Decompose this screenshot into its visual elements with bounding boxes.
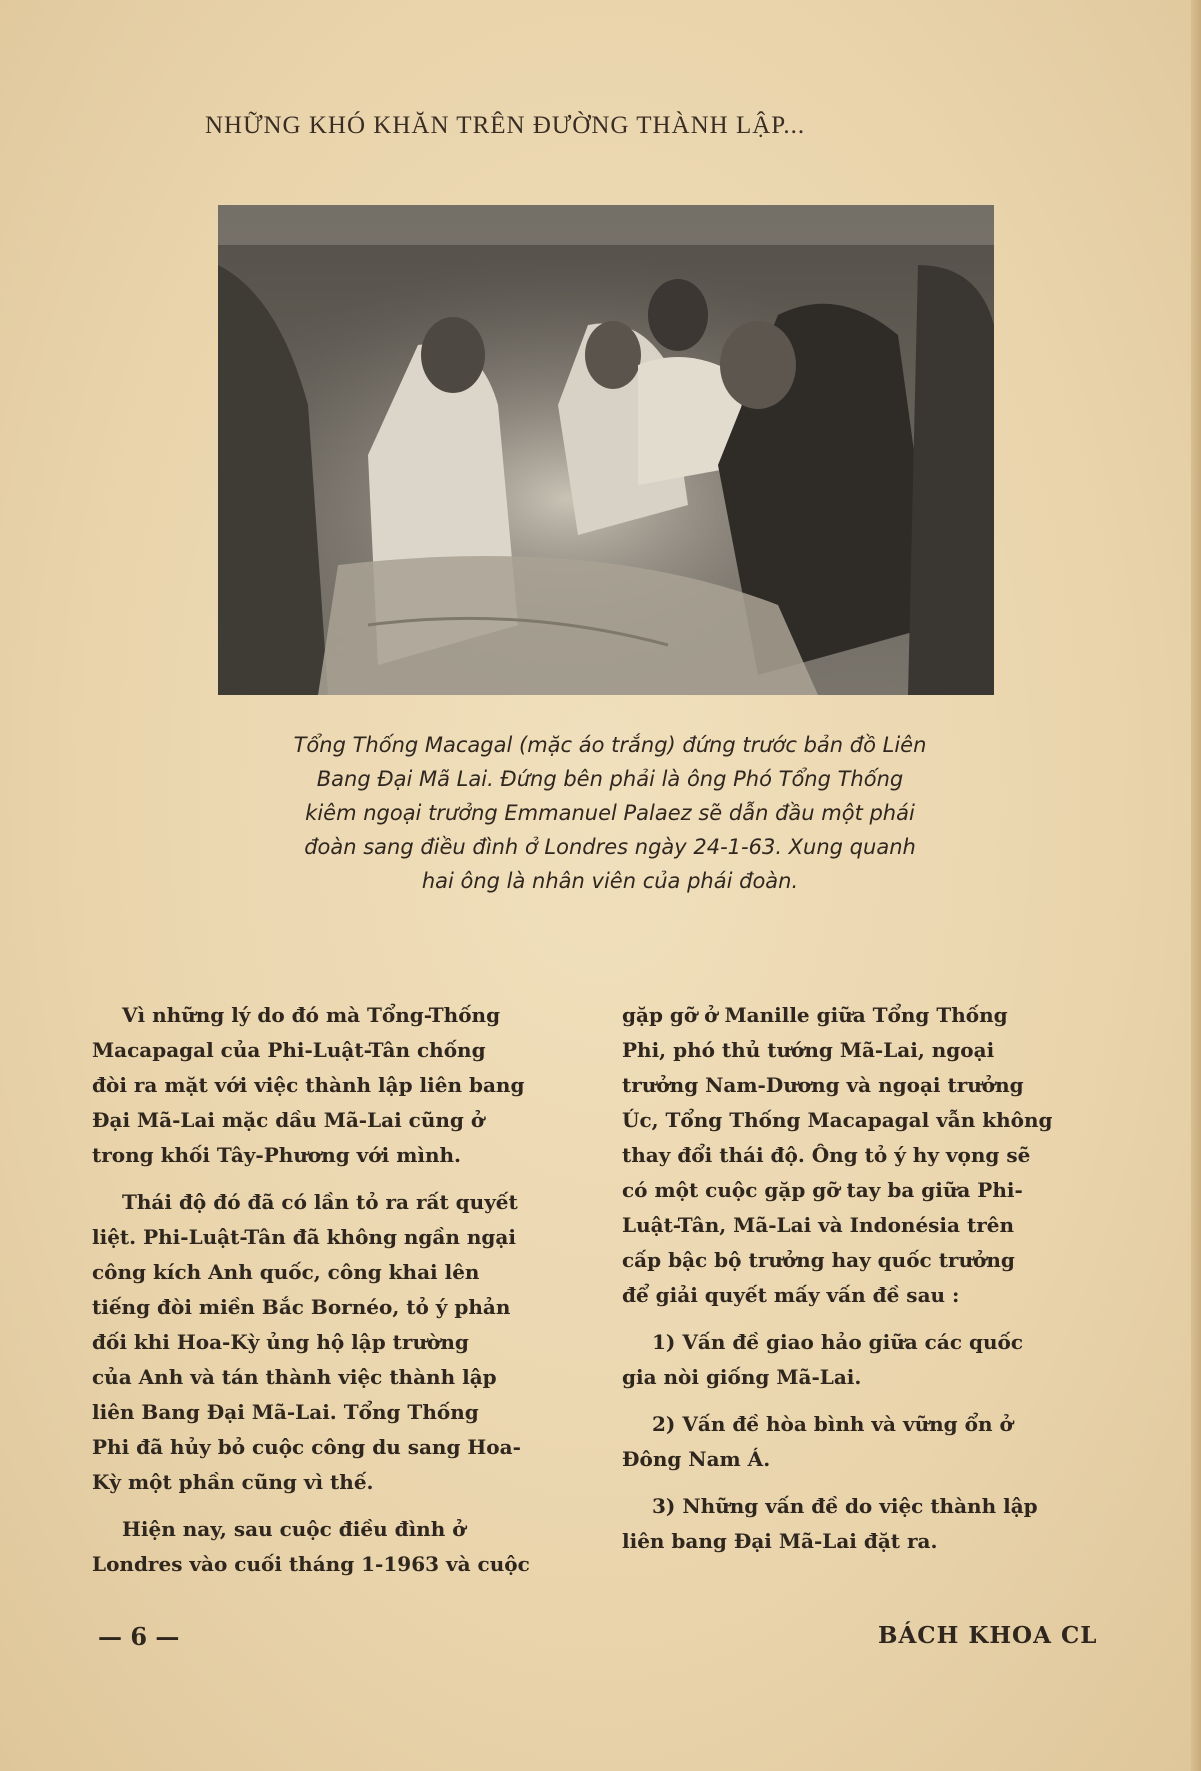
text-line: liệt. Phi-Luật-Tân đã không ngần ngại <box>92 1225 516 1249</box>
text-line: đối khi Hoa-Kỳ ủng hộ lập trường <box>92 1330 469 1354</box>
photo-caption <box>220 728 1000 898</box>
text-line: của Anh và tán thành việc thành lập <box>92 1365 497 1389</box>
text-line: công kích Anh quốc, công khai lên <box>92 1260 480 1284</box>
list-item <box>622 1325 1127 1395</box>
text-line: Luật-Tân, Mã-Lai và Indonésia trên <box>622 1213 1014 1237</box>
text-line: Phi đã hủy bỏ cuộc công du sang Hoa- <box>92 1435 521 1459</box>
news-photo <box>218 205 994 695</box>
text-line: gặp gỡ ở Manille giữa Tổng Thống <box>622 1003 1008 1027</box>
text-line: đòi ra mặt với việc thành lập liên bang <box>92 1073 525 1097</box>
text-line: 2) Vấn đề hòa bình và vững ổn ở <box>652 1412 1013 1436</box>
paragraph <box>92 1512 592 1582</box>
paragraph <box>92 998 592 1173</box>
caption-line: kiêm ngoại trưởng Emmanuel Palaez sẽ dẫn đầu một phái <box>305 801 915 825</box>
caption-line: Tổng Thống Macagal (mặc áo trắng) đứng trước bản đồ Liên <box>293 733 927 757</box>
text-line: trong khối Tây-Phương với mình. <box>92 1143 462 1167</box>
text-line: Kỳ một phần cũng vì thế. <box>92 1470 374 1494</box>
text-line: trưởng Nam-Dương và ngoại trưởng <box>622 1073 1024 1097</box>
page-edge <box>1191 0 1201 1771</box>
text-line: thay đổi thái độ. Ông tỏ ý hy vọng sẽ <box>622 1143 1031 1167</box>
text-line: Macapagal của Phi-Luật-Tân chống <box>92 1038 486 1062</box>
text-line: gia nòi giống Mã-Lai. <box>622 1365 862 1389</box>
list-item <box>622 1489 1127 1559</box>
photo-illustration <box>218 205 994 695</box>
text-line: có một cuộc gặp gỡ tay ba giữa Phi- <box>622 1178 1023 1202</box>
text-line: 3) Những vấn đề do việc thành lập <box>652 1494 1038 1518</box>
text-line: 1) Vấn đề giao hảo giữa các quốc <box>652 1330 1024 1354</box>
list-item <box>622 1407 1127 1477</box>
caption-line: Bang Đại Mã Lai. Đứng bên phải là ông Phó Tổng Thống <box>316 767 904 791</box>
text-line: Vì những lý do đó mà Tổng-Thống <box>122 1003 501 1027</box>
paragraph <box>92 1185 592 1500</box>
caption-line: hai ông là nhân viên của phái đoàn. <box>421 869 799 893</box>
text-line: Đại Mã-Lai mặc dầu Mã-Lai cũng ở <box>92 1108 485 1132</box>
right-column <box>622 998 1127 1571</box>
text-line: liên Bang Đại Mã-Lai. Tổng Thống <box>92 1400 479 1424</box>
text-line: Đông Nam Á. <box>622 1447 771 1471</box>
paragraph <box>622 998 1127 1313</box>
page-number: — 6 — <box>98 1622 180 1651</box>
text-line: Hiện nay, sau cuộc điều đình ở <box>122 1517 466 1541</box>
text-line: Thái độ đó đã có lần tỏ ra rất quyết <box>122 1190 518 1214</box>
publication-name: BÁCH KHOA CL <box>878 1622 1098 1649</box>
text-line: liên bang Đại Mã-Lai đặt ra. <box>622 1529 938 1553</box>
caption-line: đoàn sang điều đình ở Londres ngày 24-1-63. Xung quanh <box>304 835 916 859</box>
text-line: để giải quyết mấy vấn đề sau : <box>622 1283 960 1307</box>
text-line: cấp bậc bộ trưởng hay quốc trưởng <box>622 1248 1015 1272</box>
text-line: tiếng đòi miền Bắc Bornéo, tỏ ý phản <box>92 1295 511 1319</box>
text-line: Phi, phó thủ tướng Mã-Lai, ngoại <box>622 1038 995 1062</box>
text-line: Úc, Tổng Thống Macapagal vẫn không <box>622 1108 1053 1132</box>
left-column <box>92 998 592 1594</box>
article-header: NHỮNG KHÓ KHĂN TRÊN ĐƯỜNG THÀNH LẬP... <box>205 112 806 139</box>
text-line: Londres vào cuối tháng 1-1963 và cuộc <box>92 1552 530 1576</box>
